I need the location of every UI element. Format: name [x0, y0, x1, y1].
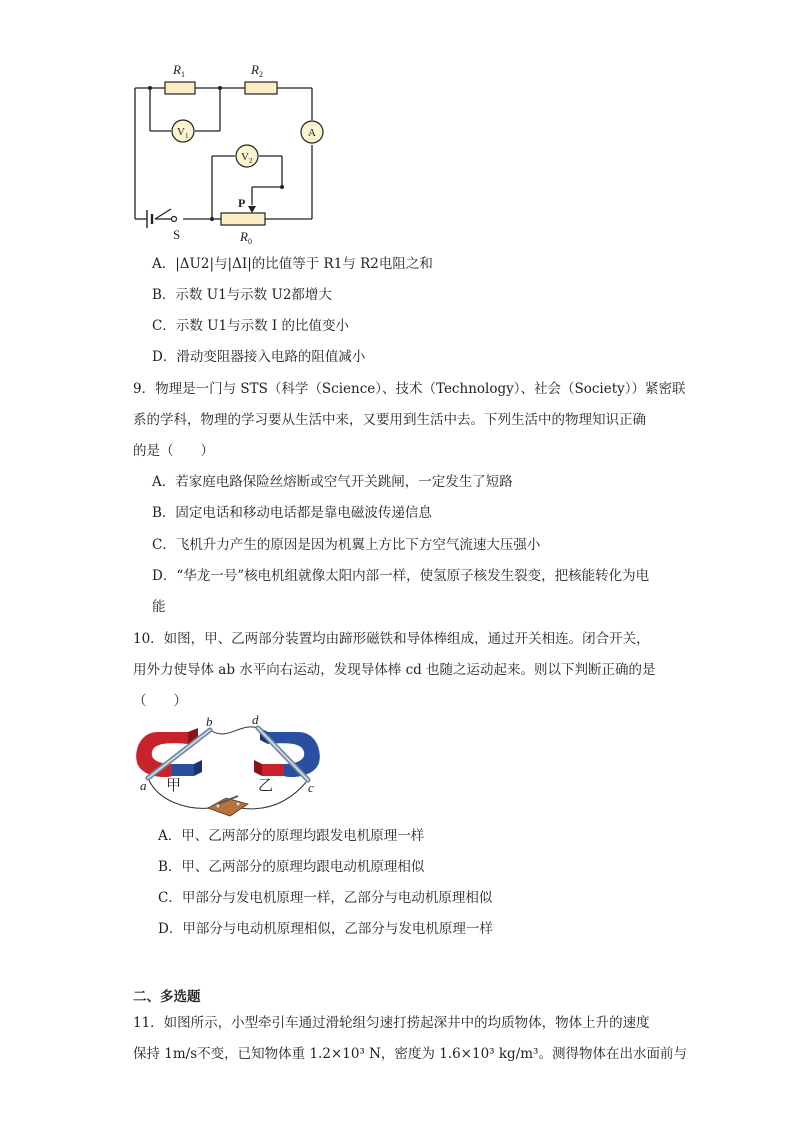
label-b: b	[206, 714, 213, 729]
q9-stem-line-2: 系的学科，物理的学习要从生活中来，又要用到生活中去。下列生活中的物理知识正确	[133, 412, 646, 428]
circuit-diagram	[125, 55, 335, 250]
q9-option-b: B．固定电话和移动电话都是靠电磁波传递信息	[152, 505, 432, 521]
q8-option-c: C．示数 U1与示数 I 的比值变小	[152, 318, 350, 334]
label-v2: $V_2$	[241, 151, 253, 165]
label-r1: $R_1$	[173, 62, 185, 79]
label-c: c	[308, 780, 314, 795]
q10-stem-line-3: （ ）	[133, 693, 187, 709]
q9-option-a: A．若家庭电路保险丝熔断或空气开关跳闸，一定发生了短路	[152, 474, 513, 490]
q9-option-c: C．飞机升力产生的原因是因为机翼上方比下方空气流速大压强小	[152, 537, 541, 553]
q11-stem-line-1: 11．如图所示，小型牵引车通过滑轮组匀速打捞起深井中的均质物体，物体上升的速度	[133, 1015, 650, 1031]
knife-switch	[208, 796, 248, 816]
q10-stem-line-2: 用外力使导体 ab 水平向右运动，发现导体棒 cd 也随之运动起来。则以下判断正确的是	[133, 662, 656, 678]
label-slider-p: P	[238, 196, 246, 210]
label-r0: $R_0$	[240, 229, 252, 246]
label-yi: 乙	[258, 778, 274, 794]
resistor-r2	[245, 82, 277, 94]
q9-stem-line-1: 9．物理是一门与 STS（科学（Science）、技术（Technology）、社会（Society））紧密联	[133, 381, 686, 397]
section-heading-multiple-choice: 二、多选题	[133, 989, 201, 1005]
q10-option-d: D．甲部分与电动机原理相似，乙部分与发电机原理一样	[158, 921, 493, 937]
q9-stem-line-3: 的是（ ）	[133, 443, 214, 459]
q8-option-d: D．滑动变阻器接入电路的阻值减小	[152, 349, 366, 365]
q9-option-d-continued: 能	[152, 599, 166, 615]
label-switch-s: S	[173, 227, 181, 242]
label-jia: 甲	[166, 778, 182, 794]
resistor-r1	[165, 82, 195, 94]
q10-option-b: B．甲、乙两部分的原理均跟电动机原理相似	[158, 859, 425, 875]
label-a: a	[140, 778, 147, 793]
q8-option-a: A．|ΔU2|与|ΔI|的比值等于 R1与 R2电阻之和	[152, 256, 433, 272]
q10-option-a: A．甲、乙两部分的原理均跟发电机原理一样	[158, 828, 425, 844]
magnet-apparatus-figure	[128, 712, 328, 822]
rheostat-r0	[221, 213, 265, 225]
wire-b-to-d	[210, 727, 258, 734]
wire-switch-to-c	[240, 780, 308, 809]
q10-stem-line-1: 10．如图，甲、乙两部分装置均由蹄形磁铁和导体棒组成，通过开关相连。闭合开关，	[133, 631, 650, 647]
q8-option-b: B．示数 U1与示数 U2都增大	[152, 287, 332, 303]
switch-contact	[172, 217, 177, 222]
q11-stem-line-2: 保持 1m/s不变，已知物体重 1.2×10³ N，密度为 1.6×10³ kg/m³。测得物体在出水面前与	[133, 1046, 687, 1062]
label-v1: $V_1$	[177, 126, 189, 140]
left-magnet	[136, 728, 202, 777]
slider-arrow	[248, 206, 256, 213]
q9-option-d: D．“华龙一号”核电机组就像太阳内部一样，使氢原子核发生裂变，把核能转化为电	[152, 568, 650, 584]
q10-option-c: C．甲部分与发电机原理一样，乙部分与电动机原理相似	[158, 890, 493, 906]
label-d: d	[252, 712, 259, 727]
label-ammeter: A	[308, 127, 316, 139]
label-r2: $R_2$	[251, 62, 263, 79]
